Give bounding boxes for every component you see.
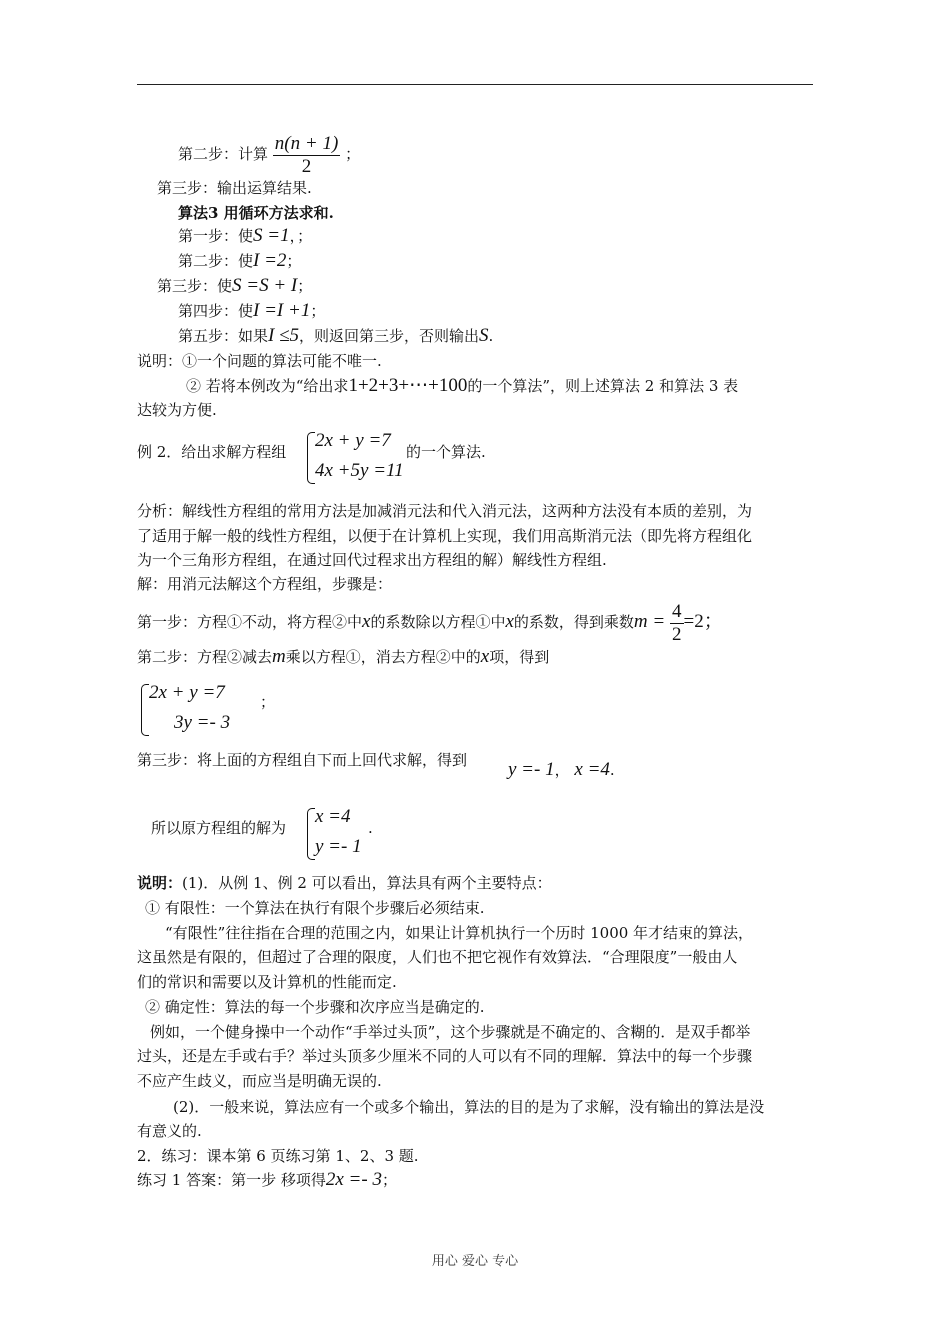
step-end: ； <box>310 302 326 320</box>
solve-step2 <box>137 647 549 667</box>
step-text: 的系数，得到乘数 <box>513 613 634 631</box>
note2-point2-line2: 有意义的. <box>137 1122 202 1140</box>
note2-point2-line1: (2)．一般来说，算法应有一个或多个输出，算法的目的是为了求解，没有输出的算法是没 <box>173 1098 765 1116</box>
definiteness-line3: 不应产生歧义，而应当是明确无误的. <box>137 1072 382 1090</box>
analysis-line3: 为一个三角形方程组，在通过回代过程求出方程组的解）解线性方程组. <box>137 551 607 569</box>
solution-intro: 解：用消元法解这个方程组，步骤是： <box>137 575 393 593</box>
equation-2: 4x +5y =11 <box>315 460 404 481</box>
finiteness-line1: “有限性”往往指在合理的范围之内，如果让计算机执行一个历时 1000 年才结束的算法， <box>165 924 754 942</box>
fraction-numerator: n(n + 1) <box>274 132 339 154</box>
algo3-step4 <box>178 301 325 321</box>
equation-1: 2x + y =7 <box>149 682 225 703</box>
step-end: =2； <box>683 611 723 632</box>
feature-definiteness: ② 确定性：算法的每一个步骤和次序应当是确定的. <box>145 998 485 1016</box>
algo2-step2-label: 第二步：计算 <box>178 145 269 163</box>
analysis-line2: 了适用于解一般的线性方程组，以便于在计算机上实现，我们用高斯消元法（即先将方程组化 <box>137 527 753 545</box>
note1-line1: 说明：①一个问题的算法可能不唯一. <box>137 352 382 370</box>
var-m: m <box>272 646 286 667</box>
note1-line3: 达较为方便. <box>137 401 217 419</box>
page-footer: 用心 爱心 专心 <box>431 1254 519 1269</box>
step-end: . <box>488 327 494 345</box>
definiteness-line1: 例如，一个健身操中一个动作“手举过头顶”，这个步骤就是不确定的、含糊的．是双手都举 <box>150 1023 751 1041</box>
math-expr: I =2 <box>253 250 287 271</box>
solve-step3-text: 第三步：将上面的方程组自下而上回代求解，得到 <box>137 751 468 769</box>
step-end: ； <box>286 252 302 270</box>
ex2-label: 例 2．给出求解方程组 <box>137 443 287 461</box>
algo3-title-text: 算法3 用循环方法求和. <box>178 204 334 222</box>
math-expr: I =I +1 <box>253 300 311 321</box>
equation-1: 2x + y =7 <box>315 430 391 451</box>
fraction-denominator: 2 <box>301 155 312 177</box>
practice-line1: 2．练习：课本第 6 页练习第 1、2、3 题. <box>137 1147 419 1165</box>
step-text: 第二步：方程②减去 <box>137 648 273 666</box>
note2-bold-label: 说明： <box>137 874 183 892</box>
finiteness-line3: 们的常识和需要以及计算机的性能而定. <box>137 973 397 991</box>
left-brace <box>307 808 315 860</box>
step-text: 的系数除以方程①中 <box>370 613 506 631</box>
note2-head <box>137 873 552 893</box>
algo3-title <box>178 203 334 223</box>
step-label: 第三步：使 <box>157 277 233 295</box>
step-label: 第五步：如果 <box>178 327 269 345</box>
note1-text: ② 若将本例改为“给出求 <box>186 377 349 395</box>
step-end: ； <box>297 277 313 295</box>
practice-end: ； <box>381 1171 397 1189</box>
math-expr: S <box>479 325 489 346</box>
left-brace <box>141 684 149 736</box>
solve-step3-values <box>508 760 615 780</box>
algo2-step3: 第三步：输出运算结果. <box>157 179 312 197</box>
step-label: 第四步：使 <box>178 302 254 320</box>
equation-2: 3y =- 3 <box>174 712 231 733</box>
math-expr: S =1 <box>253 225 290 246</box>
solution-end: . <box>368 819 373 837</box>
note1-text: 的一个算法”，则上述算法 2 和算法 3 表 <box>467 377 739 395</box>
var-m: m = <box>633 611 666 632</box>
var-x: x <box>505 611 514 632</box>
var-x: x <box>362 611 371 632</box>
equation-2: y =- 1 <box>315 836 362 857</box>
header-rule <box>137 84 813 85</box>
fraction-n-n-plus-1-over-2 <box>273 133 340 178</box>
analysis-line1: 分析：解线性方程组的常用方法是加减消元法和代入消元法，这两种方法没有本质的差别，为 <box>137 502 753 520</box>
step-text: 乘以方程①，消去方程②中的 <box>285 648 481 666</box>
feature-finiteness: ① 有限性：一个算法在执行有限个步骤后必须结束. <box>145 899 485 917</box>
algo3-step5 <box>178 326 493 346</box>
triangular-system-end: ； <box>260 693 276 711</box>
var-x: x <box>480 646 490 667</box>
step-label: 第二步：使 <box>178 252 254 270</box>
step-mid: ，则返回第三步，否则输出 <box>299 327 480 345</box>
fraction-denominator: 2 <box>672 623 682 645</box>
math-expr: 2x =- 3 <box>325 1169 382 1190</box>
definiteness-line2: 过头，还是左手或右手？举过头顶多少厘米不同的人可以有不同的理解．算法中的每一个步骤 <box>137 1047 753 1065</box>
algo3-step1 <box>178 226 312 246</box>
note2-head-text: (1)．从例 1、例 2 可以看出，算法具有两个主要特点： <box>182 874 552 892</box>
solution-label: 所以原方程组的解为 <box>151 819 287 837</box>
equation-1: x =4 <box>315 806 351 827</box>
separator: ， <box>554 761 570 779</box>
note1-line2 <box>186 376 738 396</box>
step-text: 第一步：方程①不动，将方程②中 <box>137 613 363 631</box>
left-brace <box>307 432 315 484</box>
math-expr: I ≤5 <box>268 325 300 346</box>
fraction-numerator: 4 <box>672 600 682 622</box>
fraction-4-over-2 <box>670 601 684 646</box>
practice-line2 <box>137 1170 397 1190</box>
algo3-step3 <box>157 276 312 296</box>
step-end: . <box>609 761 615 779</box>
algo2-step2 <box>178 132 360 178</box>
math-expr: S =S + I <box>232 275 298 296</box>
practice-text: 练习 1 答案：第一步 移项得 <box>137 1171 326 1189</box>
ex2-end: 的一个算法. <box>406 443 486 461</box>
finiteness-line2: 这虽然是有限的，但超过了合理的限度，人们也不把它视作有效算法．“合理限度”一般由人 <box>137 948 738 966</box>
math-expr: 1+2+3+⋯+100 <box>348 375 468 396</box>
step-label: 第一步：使 <box>178 227 254 245</box>
value-x: x =4 <box>574 759 610 780</box>
algo2-step2-end: ； <box>345 145 361 163</box>
value-y: y =- 1 <box>508 759 555 780</box>
algo3-step2 <box>178 251 301 271</box>
step-text: 项，得到 <box>489 648 550 666</box>
solve-step1 <box>137 600 723 646</box>
step-end: ，； <box>289 227 313 245</box>
